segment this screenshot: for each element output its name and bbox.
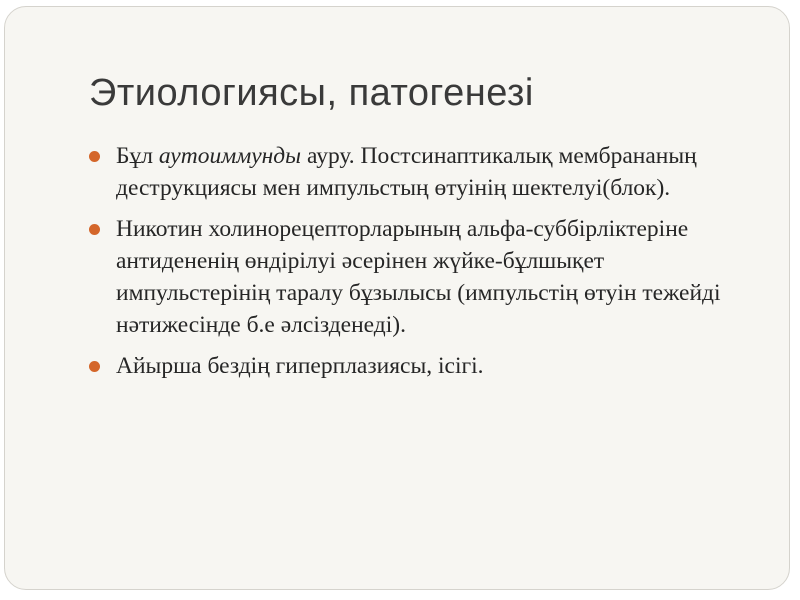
bullet-text-3: Айырша бездің гиперплазиясы, ісігі. — [116, 353, 484, 379]
bullet-text-1-italic: аутоиммунды — [158, 143, 302, 169]
bullet-list — [89, 140, 729, 391]
bullet-dot-icon — [89, 151, 100, 162]
bullet-item-3 — [89, 350, 729, 382]
bullet-item-1 — [89, 140, 729, 204]
slide-title: Этиологиясы, патогенезі — [89, 72, 534, 114]
bullet-text-1-before: Бұл — [116, 143, 159, 169]
bullet-dot-icon — [89, 224, 100, 235]
bullet-item-2 — [89, 213, 729, 341]
bullet-dot-icon — [89, 361, 100, 372]
bullet-text-2: Никотин холинорецепторларының альфа-суббірліктеріне антидененің өндірілуі әсерінен жүйке-бұлшықет импульстерінің таралу бұзылысы (импульстің өтуін тежейді нәтижесінде б.е әлсізденеді). — [116, 216, 721, 338]
bullet-text-1-after: ауру. Постсинаптикалық мембрананың деструкциясы мен импульстың өтуінің шектелуі(блок). — [116, 143, 697, 201]
slide — [4, 6, 790, 590]
